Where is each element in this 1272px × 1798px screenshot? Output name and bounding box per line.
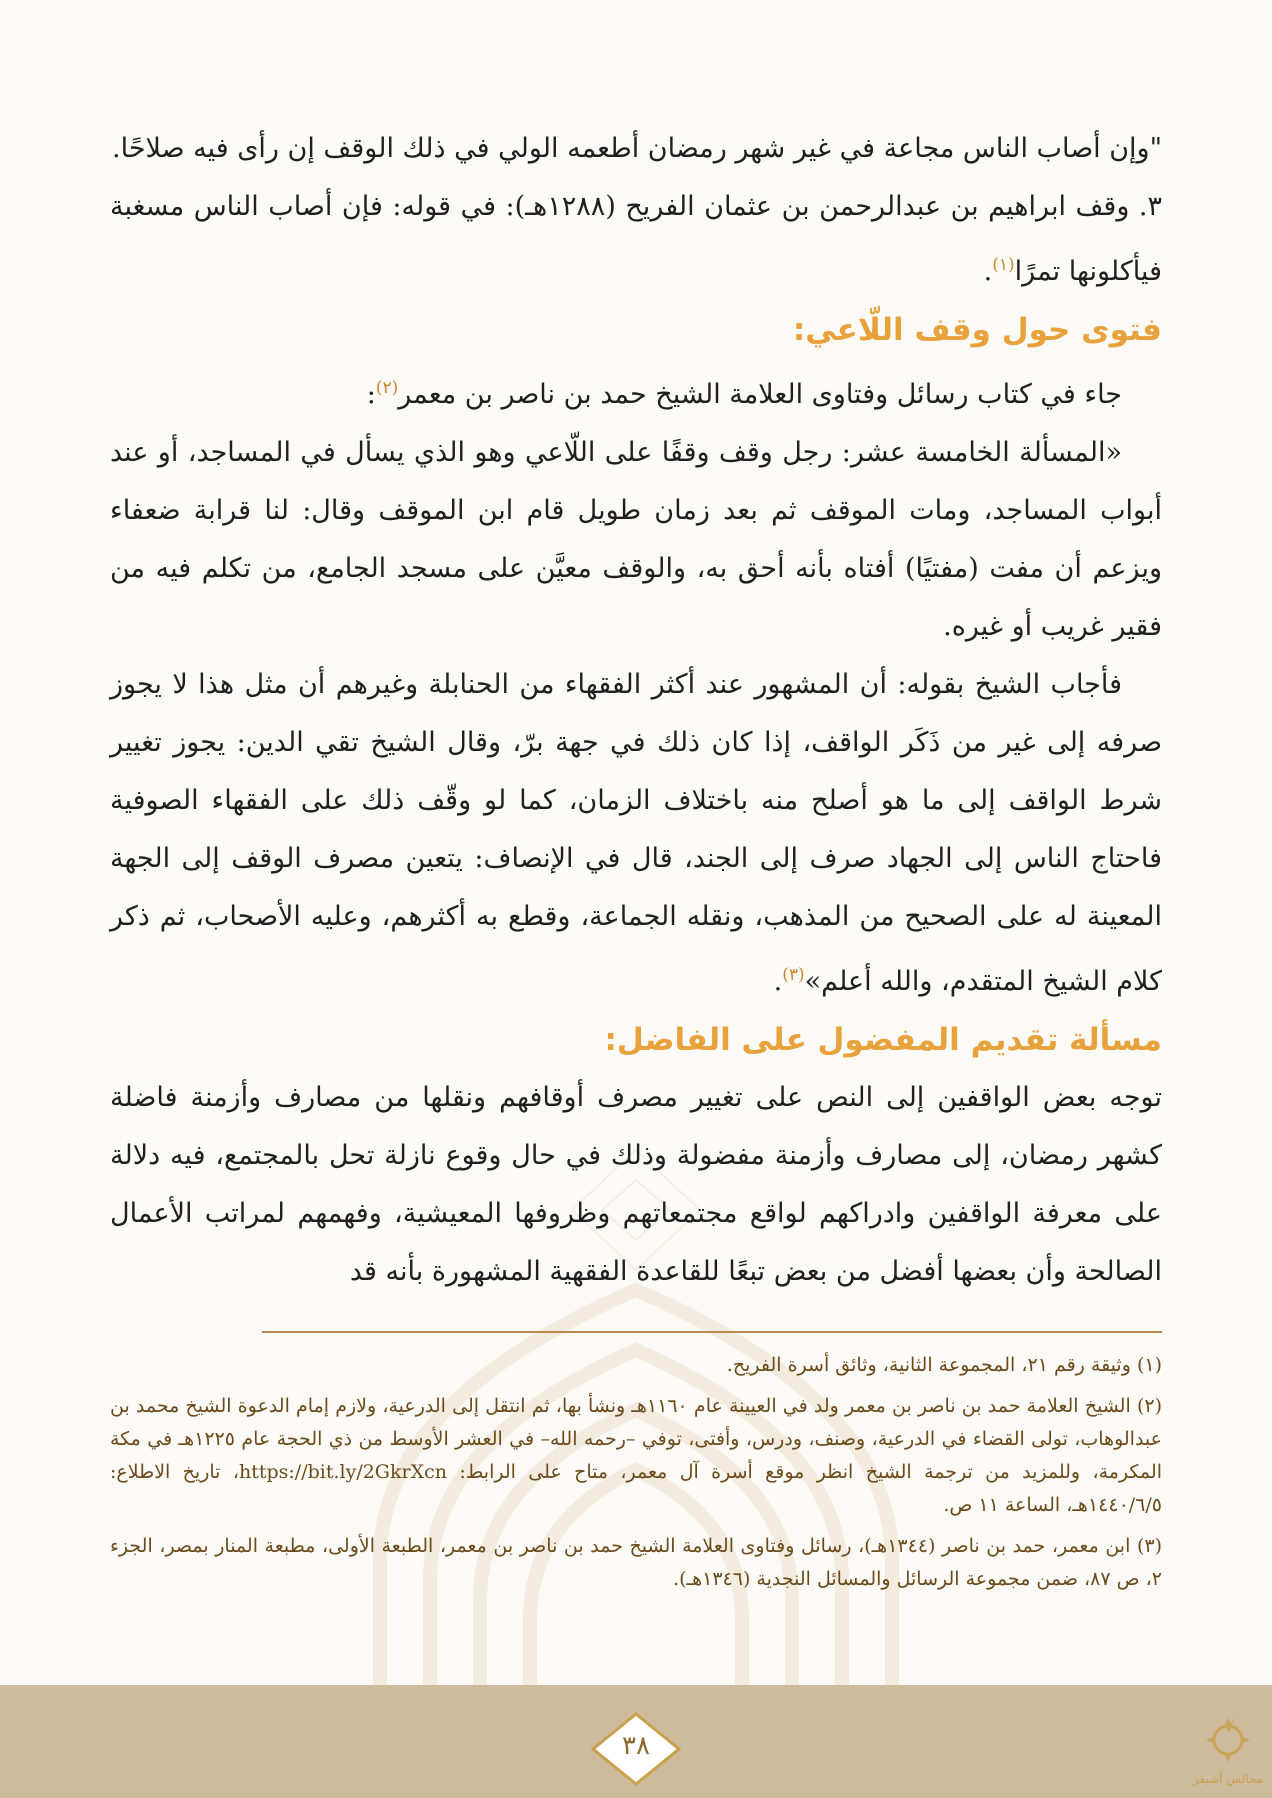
waqf-item-3: ٣. وقف ابراهيم بن عبدالرحمن بن عثمان الفريح (١٢٨٨هـ): في قوله: فإن أصاب الناس مسغبة فيأكلونها تمرًا$^{(١)}$.	[110, 191, 1162, 287]
footnote-ref-3[interactable]: (٣)	[782, 965, 805, 985]
section-heading-fatwa: فتوى حول وقف اللّاعي:	[792, 312, 1162, 348]
footnote-3: (٣) ابن معمر، حمد بن ناصر (١٣٤٤هـ)، رسائل وفتاوى العلامة الشيخ حمد بن ناصر بن معمر، الطبعة الأولى، مطبعة المنار بمصر، الجزء ٢، ص ٨٧، ضمن مجموعة الرسائل والمسائل النجدية (١٣٤٦هـ).	[110, 1535, 1162, 1590]
footnote-ref-2[interactable]: (٢)	[375, 378, 399, 398]
answer-paragraph: فأجاب الشيخ بقوله: أن المشهور عند أكثر الفقهاء من الحنابلة وغيرهم أن مثل هذا لا يجوز صرفه إلى غير من ذَكَر الواقف، إذا كان ذلك في جهة برّ، وقال الشيخ تقي الدين: يجوز تغيير شرط الواقف إلى ما هو أصلح منه باختلاف الزمان، كما لو وقّف ذلك على الفقهاء الصوفية فاحتاج الناس إلى الجهاد صرف إلى الجند، قال في الإنصاف: يتعين مصرف الوقف إلى الجهة المعينة له على الصحيح من المذهب، ونقله الجماعة، وقطع به أكثرهم، وعليه الأصحاب، ثم ذكر كلام الشيخ المتقدم، والله أعلم»$^{(٣)}$.	[110, 669, 1162, 997]
intro-paragraph: جاء في كتاب رسائل وفتاوى العلامة الشيخ حمد بن ناصر بن معمر$^{(٢)}$:	[366, 378, 1122, 410]
question-paragraph: «المسألة الخامسة عشر: رجل وقف وقفًا على اللّاعي وهو الذي يسأل في المساجد، أو عند أبواب المساجد، ومات الموقف ثم بعد زمان طويل قام ابن الموقف وقال: لنا قرابة ضعفاء ويزعم أن مفت (مفتيًا) أفتاه بأنه أحق به، والوقف معيَّن على مسجد الجامع، من تكلم فيه من فقير غريب أو غيره.	[110, 437, 1162, 642]
footnote-ref-1[interactable]: (١)	[992, 255, 1015, 275]
footnotes	[110, 1349, 1162, 1596]
page-number: ٣٨	[622, 1731, 650, 1761]
main-content	[110, 120, 1162, 1604]
logo-text: مجالس أشيقر	[1192, 1772, 1264, 1786]
footnote-link[interactable]: https://bit.ly/2GkrXcn	[238, 1461, 447, 1483]
footnote-1: (١) وثيقة رقم ٢١، المجموعة الثانية، وثائق أسرة الفريح.	[726, 1354, 1162, 1376]
quote-paragraph: "وإن أصاب الناس مجاعة في غير شهر رمضان أطعمه الولي في ذلك الوقف إن رأى فيه صلاحًا.	[112, 133, 1162, 164]
footnote-2: (٢) الشيخ العلامة حمد بن ناصر بن معمر ولد في العيينة عام ١١٦٠هـ ونشأ بها، ثم انتقل إلى الدرعية، ولازم إمام الدعوة الشيخ محمد بن عبدالوهاب، تولى القضاء في الدرعية، وصنف، ودرس، وأفتى، توفي –رحمه الله– في العشر الأوسط من ذي الحجة عام ١٢٢٥هـ في مكة المكرمة، وللمزيد من ترجمة الشيخ انظر موقع أسرة آل معمر، متاح على الرابط: https://bit.ly/2GkrXcn، تاريخ الاطلاع: ١٤٤٠/٦/٥هـ، الساعة ١١ ص.	[110, 1395, 1162, 1516]
body-paragraph: توجه بعض الواقفين إلى النص على تغيير مصرف أوقافهم ونقلها من مصارف وأزمنة فاضلة كشهر رمضان، إلى مصارف وأزمنة مفضولة وذلك في حال وقوع نازلة تحل بالمجتمع، فيه دلالة على معرفة الواقفين وادراكهم لواقع مجتمعاتهم وظروفها المعيشية، وفهمهم لمراتب الأعمال الصالحة وأن بعضها أفضل من بعض تبعًا للقاعدة الفقهية المشهورة بأنه قد	[110, 1082, 1162, 1287]
section-heading-preference: مسألة تقديم المفضول على الفاضل:	[604, 1022, 1162, 1058]
footnote-divider	[262, 1331, 1162, 1333]
